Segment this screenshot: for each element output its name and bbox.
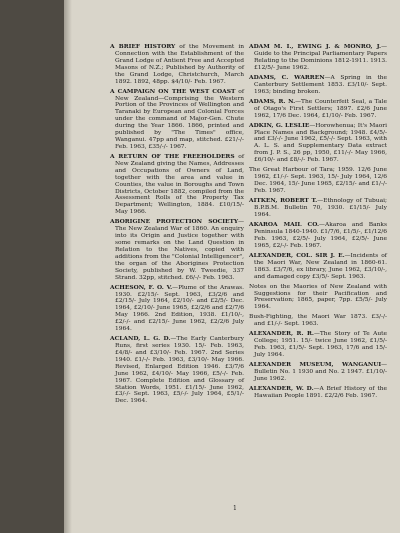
page-fold-shadow <box>64 0 72 533</box>
entry-heading: ABORIGINE PROTECTION SOCIETY <box>110 218 239 226</box>
entry <box>249 222 387 250</box>
entry-heading: ALEXANDER MUSEUM, WANGANUI <box>249 361 382 369</box>
entry-text: The Great Harbour of Tara; 1959. 12/6 June 1962, £1/-/- Sept. 1963, 15/- July 1964, 12/6 Dec. 1964, 15/- June 1965, £2/15/- and £1/-/- Feb. 1967. <box>249 167 387 194</box>
entry-text: of the Movement in Connection with the Establishment of the Grand Lodge of Antient Free and Accepted Masons of N.Z.; Published by Authority of the Grand Lodge, Christchurch, March 1892. 1892, 48pp. $4/10/- Feb. 1967. <box>115 44 244 85</box>
entry <box>249 99 387 120</box>
entry-text: —A Spring in the Canterbury Settlement 1853. £3/10/- Sept. 1963; binding broken. <box>254 74 387 95</box>
entry-text: —Bulletin No. 1 1930 and No. 2 1947. £1/10/- June 1962. <box>254 362 387 383</box>
entry <box>249 314 387 328</box>
entry-text: of New Zealand giving the Names, Addresses and Occupations of Owners of Land, together with the area and value in Counties, the value in Boroughs and Town Districts, October 1882, compiled from the Assessment Rolls of the Property Tax Department; Wellington, 1884. £10/15/- May 1966. <box>115 153 244 216</box>
entry-heading: ADAMS, C. WARREN <box>249 73 325 81</box>
entry-text: Notes on the Maories of New Zealand with Suggestions for their Pacification and Preservation; 1865, paper, 7pp. £5/5/- July 1964. <box>249 283 387 311</box>
entry-text: —Ethnology of Tubuai; B.P.B.M. Bulletin 70, 1930. £1/15/- July 1964. <box>254 198 387 218</box>
entry-text: —Horowhenua; It's Maori Place Names and Background; 1948. £4/5/- and £3/-/- June 1962, £5/-/- Sept. 1963, with A. L. S. and Supplementary Data extract from J. P. S., 26 pp, 1950, £11/-/- May 1966, £6/10/- and £8/-/- Feb. 1967. <box>254 122 388 164</box>
entry <box>249 253 387 281</box>
entry-heading: AITKEN, ROBERT T. <box>249 197 318 205</box>
entry-text: —The Story of Te Aute College; 1951. 15/- twice June 1962, £1/5/- Feb. 1963, £1/5/- Sept. 1963, 17/6 and 15/- July 1964. <box>254 331 387 359</box>
entry <box>249 167 387 195</box>
entry-heading: AKAROA MAIL CO. <box>249 220 320 228</box>
entry <box>249 284 387 312</box>
entry-text: —A Brief History of the Hawaiian People 1891. £2/2/6 Feb. 1967. <box>254 386 387 400</box>
entry-heading: ACLAND, L. G. D. <box>110 335 171 343</box>
entry-text: —Plume of the Arawas. 1930. £2/15/- Sept. 1963, £3/2/6 and £2/15/- July 1964, £2/10/- and £2/5/- Dec. 1964, £2/10/- June 1965, £2/2/6 and £2/7/6 May 1966. 2nd Edition, 1938. £1/10/-, £2/-/- and £2/15/- June 1962, £2/2/6 July 1964. <box>115 284 244 333</box>
entry <box>249 123 387 164</box>
entry <box>110 285 244 333</box>
right-column <box>249 44 387 403</box>
entry-text: —The Counterfeit Seal, a Tale of Otago's First Settlers; 1897. £2/6 June 1962, 17/6 Dec. 1964, £1/10/- Feb. 1967. <box>254 98 387 119</box>
entry-text: of New Zealand—Comprising the Western Portion of the Provinces of Wellington and Taranaki by European and Colonial Forces under the command of Major-Gen. Chute during the Year 1866. 1866, printed and published by "The Times" office, Wanganui. 47pp and map, stitched. £21/-/- Feb. 1963, £35/-/- 1967. <box>115 88 244 150</box>
entry-heading: ADAM M. I., EWING J. & MONRO, J. <box>249 43 382 50</box>
entry-text: —The New Zealand War of 1860. An enquiry into its Origin and Justice together with some remarks on the Land Question in Relation to the Natives, copied with additions from the "Colonial Intelligencer", the organ of the Aborigines Protection Society, published by W. Tweedie, 337 Strand. 32pp, stitched. £6/-/- Feb. 1963. <box>115 219 244 281</box>
entry <box>249 386 387 400</box>
entry <box>249 44 387 72</box>
entry <box>249 75 387 96</box>
entry-text: —The Early Canterbury Runs, first series 1930. 15/- Feb. 1963, £4/8/- and £3/10/- Feb. 1967. 2nd Series 1940. £1/-/- Feb. 1963, £3/10/- May 1966. Revised, Enlarged Edition 1946. £3/7/6 June 1962, £4/10/- May 1966, £5/-/- Feb. 1967. Complete Edition and Glossary of Station Words, 1951. £1/15/- June 1962, £3/-/- Sept. 1963, £5/-/- July 1964, £5/1/- Dec. 1964. <box>115 336 244 405</box>
page-number: 1 <box>233 505 237 512</box>
entry-heading: A RETURN OF THE FREEHOLDERS <box>110 152 235 160</box>
entry <box>249 331 387 359</box>
entry-heading: ALEXANDER, COL. SIR J. E. <box>249 251 345 259</box>
entry-heading: A CAMPAIGN ON THE WEST COAST <box>110 87 236 95</box>
entry <box>249 198 387 219</box>
entry <box>110 89 244 151</box>
entry <box>249 362 387 383</box>
entry-text: —Incidents of the Maori War, New Zealand in 1860-61. 1863. £3/7/6, ex library, June 1962, £3/10/-, and damaged copy £3/5/- Sept. 1963. <box>254 252 387 280</box>
entry-heading: ADAMS, R. N. <box>249 97 296 105</box>
entry <box>110 44 244 85</box>
entry-heading: ADKIN, G. LESLIE <box>249 121 310 129</box>
entry-text: —Akaroa and Banks Peninsula 1840-1940. £1/7/6, £1/5/-, £1/12/6 Feb. 1963, £2/5/- July 1964, £2/5/- June 1965, £2/-/- Feb. 1967. <box>254 221 388 249</box>
entry-heading: A BRIEF HISTORY <box>110 43 176 50</box>
entry-text: Bush-Fighting, the Maori War 1873. £3/-/- and £1/-/- Sept. 1963. <box>249 314 387 328</box>
entry-heading: ALEXANDER, W. D. <box>249 385 314 393</box>
entry-heading: ALEXANDER, R. R. <box>249 330 314 338</box>
left-column <box>110 44 244 408</box>
entry-text: —Guide to the Principal Parliamentary Papers Relating to the Dominions 1812-1911. 1913. £12/5/- June 1962. <box>254 44 387 71</box>
entry <box>110 154 244 216</box>
entry <box>110 219 244 281</box>
entry <box>110 336 244 405</box>
entry-heading: ACHESON, F. O. V. <box>110 283 173 291</box>
